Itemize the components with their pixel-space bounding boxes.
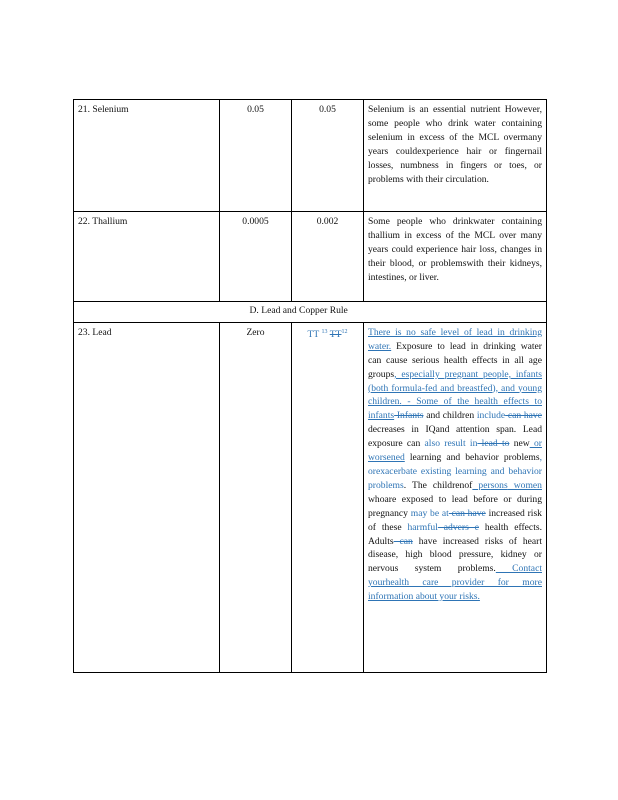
- body-text: whoare exposed to lead before or during pregnancy: [368, 493, 542, 519]
- mcl-value: 0.0005: [220, 212, 292, 302]
- inserted-text: persons: [472, 479, 508, 491]
- footnote-ref: 12: [341, 328, 348, 335]
- section-title-text: D. Lead and Copper Rule: [249, 305, 348, 316]
- deleted-text: can have: [505, 410, 542, 422]
- body-text: Exposure to lead in drinking water can cause serious health effects in all age groups: [368, 340, 542, 380]
- health-effects-text: Selenium is an essential nutrient However, some people who drink water containing selenium in excess of the MCL overmany years couldexperience hair or fingernail losses, numbness in fingers or toes, or problems with their circulation.: [364, 100, 547, 212]
- inserted-text: harmful: [401, 521, 438, 533]
- health-effects-text: [364, 322, 547, 672]
- body-text: decreases in IQand attention span. Lead exposure can: [368, 424, 542, 450]
- body-text: learning and behavior problems: [404, 452, 540, 464]
- deleted-text: can: [393, 535, 413, 547]
- inserted-text: There is no safe level of lead in drinking water.: [368, 326, 542, 352]
- body-text: health effects. Adults: [368, 521, 542, 547]
- deleted-text: lead to: [477, 438, 510, 450]
- body-text: . The childrenof: [403, 479, 473, 491]
- section-row: [74, 302, 547, 323]
- section-spacer: [364, 302, 547, 323]
- inserted-text: , especially pregnant people, infants (both formula-fed and breastfed), and young children.: [368, 368, 542, 408]
- inserted-text: or worsened: [368, 438, 542, 464]
- body-text: increased risk of these: [368, 507, 542, 533]
- contaminant-name: 21. Selenium: [74, 100, 220, 212]
- contaminant-table: [73, 99, 547, 673]
- inserted-text: , orexacerbate existing learning and behavior problems: [368, 452, 542, 491]
- mclg-value: [292, 322, 364, 672]
- table-row: [74, 100, 547, 212]
- inserted-text: - Some of the health effects to infants: [368, 396, 542, 422]
- mcl-value: Zero: [220, 322, 292, 672]
- health-effects-text: Some people who drinkwater containing thallium in excess of the MCL over many years could experience hair loss, changes in their blood, or problemswith their kidneys, intestines, or liver.: [364, 212, 547, 302]
- contaminant-name: 22. Thallium: [74, 212, 220, 302]
- contaminant-name: 23. Lead: [74, 322, 220, 672]
- inserted-text: include: [474, 410, 506, 422]
- mclg-value: 0.05: [292, 100, 364, 212]
- deleted-text: can have: [448, 507, 486, 519]
- inserted-text: also result in: [420, 438, 478, 450]
- inserted-text: Contact yourhealth care provider for more information about your risks.: [368, 563, 542, 603]
- body-text: new: [509, 438, 530, 450]
- section-spacer: [74, 302, 220, 323]
- tt-label: TT: [307, 329, 320, 341]
- inserted-text: may be at: [407, 507, 449, 519]
- footnote-ref: 13: [321, 328, 328, 335]
- body-text: have increased risks of heart disease, high blood pressure, kidney or nervous system problems.: [368, 535, 542, 575]
- inserted-text: women: [507, 479, 542, 491]
- deleted-text: Infants: [394, 410, 424, 422]
- body-text: and children: [423, 410, 475, 422]
- deleted-text: advers e: [437, 521, 479, 533]
- tt-label-deleted: TT: [329, 329, 342, 341]
- mcl-value: 0.05: [220, 100, 292, 212]
- section-title: [220, 302, 364, 323]
- table-row: [74, 212, 547, 302]
- mclg-value: 0.002: [292, 212, 364, 302]
- table-row: [74, 322, 547, 672]
